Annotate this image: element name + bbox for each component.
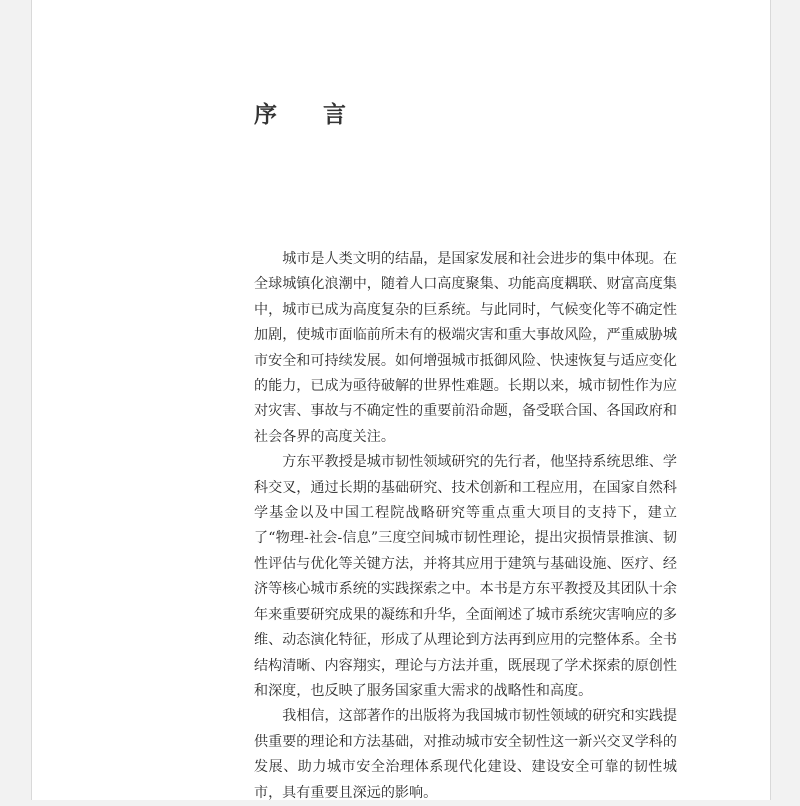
paragraph-1: 城市是人类文明的结晶，是国家发展和社会进步的集中体现。在全球城镇化浪潮中，随着人口高度聚集、功能高度耦联、财富高度集中，城市已成为高度复杂的巨系统。与此同时，气候变化等不确定性加剧，使城市面临前所未有的极端灾害和重大事故风险，严重威胁城市安全和可持续发展。如何增强城市抵御风险、快速恢复与适应变化的能力，已成为亟待破解的世界性难题。长期以来，城市韧性作为应对灾害、事故与不确定性的重要前沿命题，备受联合国、各国政府和社会各界的高度关注。: [254, 251, 677, 445]
preface-body: [254, 247, 677, 806]
page-title: 序 言: [254, 101, 366, 128]
paragraph-3: 我相信，这部著作的出版将为我国城市韧性领域的研究和实践提供重要的理论和方法基础，对推动城市安全韧性这一新兴交叉学科的发展、助力城市安全治理体系现代化建设、建设安全可靠的韧性城市，具有重要且深远的影响。: [254, 708, 677, 801]
paragraph-2: 方东平教授是城市韧性领域研究的先行者，他坚持系统思维、学科交叉，通过长期的基础研究、技术创新和工程应用，在国家自然科学基金以及中国工程院战略研究等重点重大项目的支持下，建立了“物理-社会-信息”三度空间城市韧性理论，提出灾损情景推演、韧性评估与优化等关键方法，并将其应用于建筑与基础设施、医疗、经济等核心城市系统的实践探索之中。本书是方东平教授及其团队十余年来重要研究成果的凝练和升华，全面阐述了城市系统灾害响应的多维、动态演化特征，形成了从理论到方法再到应用的完整体系。全书结构清晰、内容翔实，理论与方法并重，既展现了学术探索的原创性和深度，也反映了服务国家重大需求的战略性和高度。: [254, 454, 677, 699]
book-page: [31, 0, 771, 800]
